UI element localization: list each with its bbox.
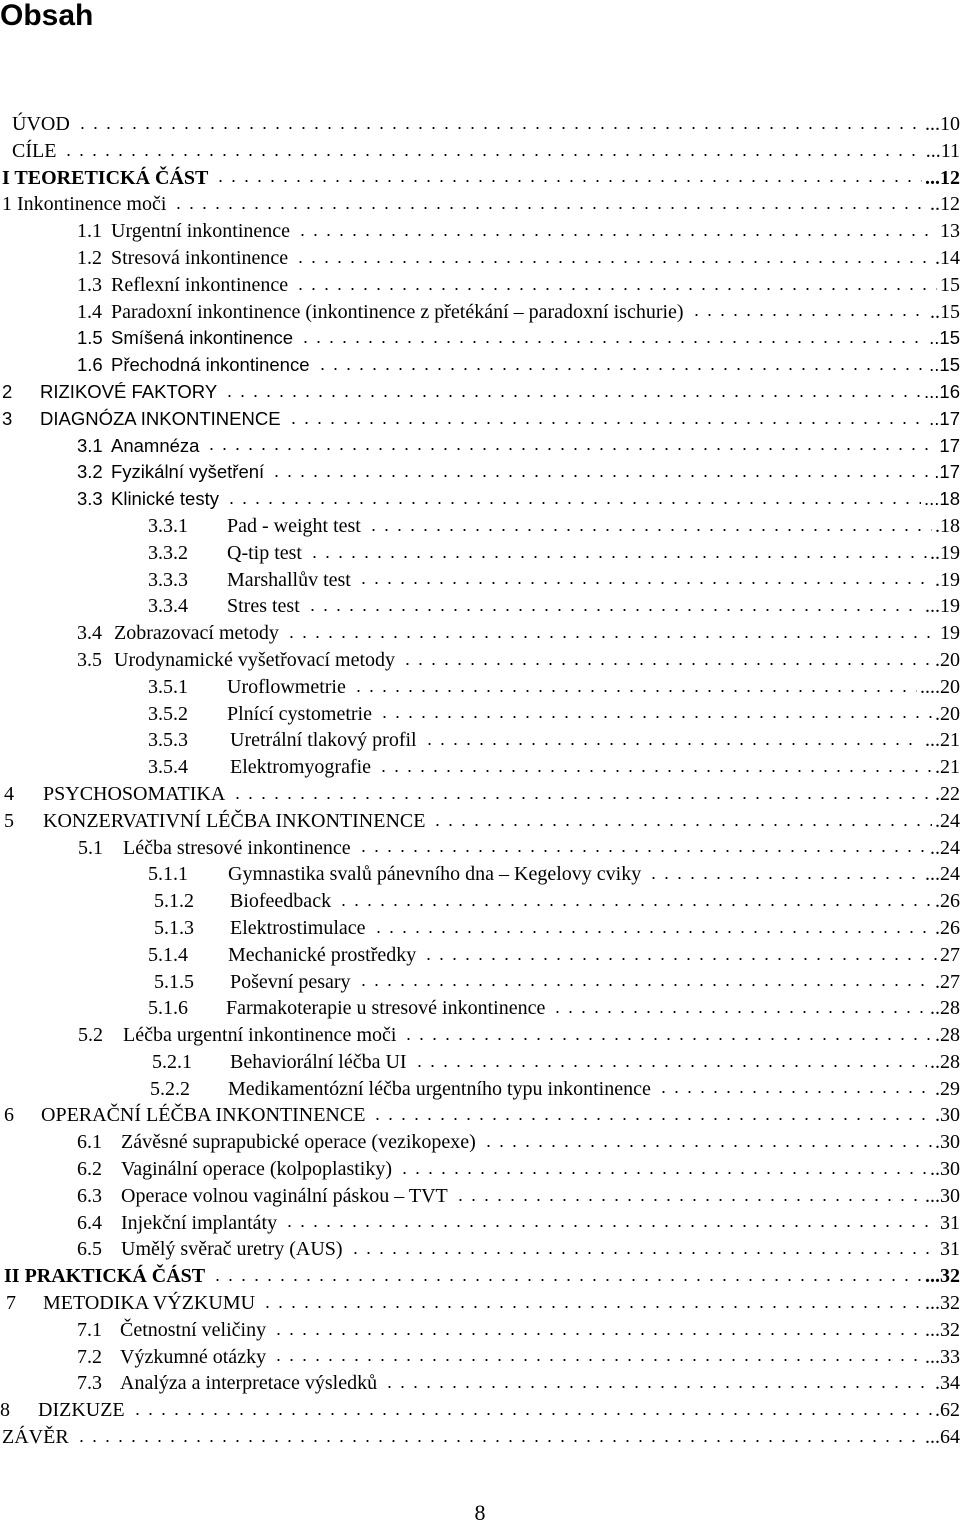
toc-entry-title: Paradoxní inkontinence (inkontinence z přetékání – paradoxní ischurie) bbox=[111, 300, 684, 323]
toc-entry-number: 5.2.1 bbox=[152, 1050, 192, 1073]
dot-leader bbox=[299, 339, 926, 345]
toc-entry-number: 3.3.2 bbox=[148, 541, 188, 564]
toc-entry-leader-dots: .. bbox=[929, 407, 940, 429]
toc-entry-leader-dots: . bbox=[935, 702, 940, 725]
toc-entry-leader-dots: . bbox=[935, 970, 940, 993]
toc-entry-page: 26 bbox=[940, 916, 960, 939]
toc-entry[interactable] bbox=[0, 995, 960, 1022]
toc-entry-page: 27 bbox=[940, 970, 960, 993]
toc-entry-leader-dots: ... bbox=[925, 729, 940, 752]
toc-entry-leader-dots: .. bbox=[930, 193, 940, 216]
dot-leader bbox=[75, 1438, 922, 1444]
dot-leader bbox=[231, 795, 932, 801]
toc-entry-page: 31 bbox=[940, 1211, 960, 1234]
toc-entry-leader-dots: ... bbox=[925, 1184, 940, 1207]
toc-entry-number: 2 bbox=[2, 380, 13, 402]
toc-entry-title: Reflexní inkontinence bbox=[111, 273, 289, 296]
toc-entry-title: Klinické testy bbox=[111, 488, 219, 510]
dot-leader bbox=[357, 580, 932, 586]
dot-leader bbox=[76, 125, 922, 131]
toc-entry-title: Zobrazovací metody bbox=[114, 622, 279, 645]
toc-entry-number: 3.3.4 bbox=[148, 595, 188, 618]
toc-entry-page: 20 bbox=[940, 675, 960, 698]
dot-leader bbox=[377, 768, 932, 774]
dot-leader bbox=[294, 259, 932, 265]
dot-leader bbox=[214, 178, 922, 184]
dot-leader bbox=[378, 714, 932, 720]
toc-entry-leader-dots: .. bbox=[930, 1050, 940, 1073]
toc-entry[interactable] bbox=[0, 111, 960, 138]
toc-entry-leader-dots: . bbox=[935, 1399, 940, 1422]
toc-entry-number: 1.3 bbox=[77, 273, 102, 296]
toc-entry-leader-dots: .. bbox=[930, 541, 940, 564]
toc-entry-title: DIZKUZE bbox=[38, 1399, 125, 1422]
toc-entry-title: Operace volnou vaginální páskou – TVT bbox=[121, 1184, 448, 1207]
toc-entry-title: Plnící cystometrie bbox=[227, 702, 372, 725]
toc-entry[interactable] bbox=[0, 727, 960, 754]
toc-entry-leader-dots: .. bbox=[930, 836, 940, 859]
dot-leader bbox=[225, 500, 921, 506]
toc-entry-leader-dots: ... bbox=[925, 113, 940, 135]
dot-leader bbox=[454, 1197, 922, 1203]
toc-entry-number: 7.2 bbox=[77, 1345, 102, 1368]
toc-entry-page: 20 bbox=[940, 648, 960, 671]
toc-entry[interactable] bbox=[0, 1049, 960, 1076]
dot-leader bbox=[647, 875, 922, 881]
toc-entry-page: 11 bbox=[940, 139, 960, 162]
dot-leader bbox=[211, 1277, 922, 1283]
toc-entry-title: Fyzikální vyšetření bbox=[111, 461, 265, 483]
toc-entry-number: 3.4 bbox=[77, 622, 102, 645]
toc-entry[interactable] bbox=[0, 1102, 960, 1129]
toc-entry-number: 6.2 bbox=[77, 1158, 102, 1181]
toc-entry-leader-dots: ... bbox=[925, 1292, 940, 1315]
toc-entry-leader-dots: . bbox=[935, 1077, 940, 1100]
toc-entry-number: 3.3 bbox=[77, 488, 103, 510]
toc-entry-number: 7 bbox=[6, 1292, 16, 1315]
dot-leader bbox=[367, 527, 932, 533]
toc-entry-title: Biofeedback bbox=[230, 890, 332, 913]
toc-entry[interactable] bbox=[0, 701, 960, 728]
dot-leader bbox=[131, 1411, 932, 1417]
toc-entry-leader-dots: ... bbox=[925, 863, 940, 886]
toc-entry-number: 1.1 bbox=[77, 220, 102, 243]
toc-entry-page: 30 bbox=[940, 1158, 960, 1181]
toc-entry-title: OPERAČNÍ LÉČBA INKONTINENCE bbox=[41, 1104, 366, 1127]
toc-entry-title: Závěsné suprapubické operace (vezikopexe) bbox=[121, 1131, 476, 1154]
toc-entry-number: 3.5.3 bbox=[148, 729, 188, 752]
toc-entry-page: 19 bbox=[940, 595, 960, 618]
toc-entry-leader-dots: ... bbox=[925, 595, 940, 618]
toc-entry[interactable] bbox=[0, 513, 960, 540]
dot-leader bbox=[205, 446, 936, 452]
toc-entry-page: 12 bbox=[940, 166, 960, 189]
toc-entry[interactable] bbox=[0, 1156, 960, 1183]
toc-entry-title: Farmakoterapie u stresové inkontinence bbox=[226, 997, 546, 1020]
toc-entry[interactable] bbox=[0, 1290, 960, 1317]
toc-entry-title: Přechodná inkontinence bbox=[111, 354, 310, 376]
toc-entry-title: Gymnastika svalů pánevního dna – Kegelovy cviky bbox=[228, 863, 642, 886]
dot-leader bbox=[306, 607, 922, 613]
toc-entry-number: 5 bbox=[4, 809, 14, 832]
toc-entry-page: 19 bbox=[940, 568, 960, 591]
dot-leader bbox=[413, 1063, 927, 1069]
toc-entry-title: Q-tip test bbox=[227, 541, 302, 564]
page-number: 8 bbox=[474, 1500, 486, 1525]
toc-entry-page: 28 bbox=[940, 997, 960, 1020]
toc-entry-number: 5.1.3 bbox=[154, 916, 194, 939]
toc-entry-number: II PRAKTICKÁ ČÁST bbox=[4, 1265, 206, 1288]
toc-entry-page: 34 bbox=[940, 1372, 960, 1395]
toc-entry[interactable] bbox=[0, 1317, 960, 1344]
dot-leader bbox=[62, 152, 922, 158]
toc-entry-title: Poševní pesary bbox=[230, 970, 351, 993]
dot-leader bbox=[657, 1089, 932, 1095]
toc-entry[interactable] bbox=[0, 459, 960, 486]
toc-entry-number: 5.2.2 bbox=[150, 1077, 190, 1100]
toc-entry-title: Léčba urgentní inkontinence moči bbox=[123, 1024, 397, 1047]
toc-entry-number: 3.3.3 bbox=[148, 568, 188, 591]
dot-leader bbox=[423, 741, 922, 747]
toc-entry-leader-dots: . bbox=[935, 514, 940, 537]
toc-entry-page: 24 bbox=[940, 863, 960, 886]
dot-leader bbox=[272, 1331, 922, 1337]
toc-entry[interactable] bbox=[0, 620, 960, 647]
toc-entry-page: 19 bbox=[940, 622, 960, 645]
toc-entry-page: 19 bbox=[940, 541, 960, 564]
toc-entry-number: 6.4 bbox=[77, 1211, 102, 1234]
toc-entry-leader-dots: ... bbox=[925, 1426, 940, 1449]
toc-entry-leader-dots: ... bbox=[925, 166, 940, 189]
toc-entry-title: Injekční implantáty bbox=[121, 1211, 278, 1234]
toc-entry-page: 13 bbox=[940, 220, 960, 243]
toc-entry[interactable] bbox=[0, 674, 960, 701]
toc-entry[interactable] bbox=[0, 915, 960, 942]
toc-entry-page: 30 bbox=[940, 1131, 960, 1154]
toc-entry-page: 21 bbox=[940, 756, 960, 779]
toc-entry-page: 29 bbox=[940, 1077, 960, 1100]
dot-leader bbox=[337, 902, 932, 908]
toc-entry-number: 5.1.2 bbox=[154, 890, 194, 913]
toc-entry-title: Urodynamické vyšetřovací metody bbox=[114, 648, 396, 671]
toc-entry-number: 7.3 bbox=[77, 1372, 102, 1395]
dot-leader bbox=[296, 232, 937, 238]
toc-entry-number: 3.5.4 bbox=[148, 756, 188, 779]
toc-entry-number: 5.1.6 bbox=[148, 997, 188, 1020]
toc-entry-title: Pad - weight test bbox=[227, 514, 361, 537]
toc-entry-title: Uroflowmetrie bbox=[227, 675, 346, 698]
toc-entry-title: Četnostní veličiny bbox=[120, 1318, 267, 1341]
toc-entry-number: 3.5.2 bbox=[148, 702, 188, 725]
toc-entry-page: 27 bbox=[940, 943, 960, 966]
toc-entry-leader-dots: ... bbox=[925, 1265, 940, 1288]
toc-entry-number: 6 bbox=[4, 1104, 14, 1127]
dot-leader bbox=[383, 1384, 932, 1390]
toc-entry-page: 32 bbox=[940, 1265, 960, 1288]
dot-leader bbox=[172, 205, 927, 211]
toc-entry-page: 18 bbox=[939, 488, 960, 510]
toc-entry[interactable] bbox=[0, 1424, 960, 1451]
toc-entry-leader-dots: . bbox=[935, 246, 940, 269]
toc-entry-title: Stres test bbox=[227, 595, 300, 618]
toc-entry-number: 1.2 bbox=[77, 246, 102, 269]
toc-entry-number: 6.1 bbox=[77, 1131, 102, 1154]
toc-entry-page: 15 bbox=[940, 300, 960, 323]
toc-entry-leader-dots: ... bbox=[925, 139, 941, 162]
toc-entry-page: 15 bbox=[939, 327, 960, 349]
toc-entry[interactable] bbox=[0, 808, 960, 835]
toc-entry-number: 5.1.5 bbox=[154, 970, 194, 993]
dot-leader bbox=[398, 1170, 927, 1176]
toc-entry-page: 14 bbox=[940, 246, 960, 269]
dot-leader bbox=[349, 1250, 937, 1256]
toc-entry[interactable] bbox=[0, 486, 960, 513]
toc-entry-leader-dots: . bbox=[935, 1131, 940, 1154]
toc-entry-title: Anamnéza bbox=[111, 434, 200, 456]
toc-entry-leader-dots: . bbox=[935, 782, 940, 805]
toc-entry-leader-dots: . bbox=[934, 461, 940, 483]
toc-entry-number: 5.1.1 bbox=[148, 863, 188, 886]
toc-entry-number: 6.3 bbox=[77, 1184, 102, 1207]
dot-leader bbox=[371, 1116, 932, 1122]
toc-entry[interactable] bbox=[0, 1022, 960, 1049]
toc-entry-title: Stresová inkontinence bbox=[111, 246, 289, 269]
toc-entry-number: 1 Inkontinence moči bbox=[2, 193, 167, 216]
toc-entry-leader-dots: . bbox=[935, 890, 940, 913]
toc-entry[interactable] bbox=[0, 433, 960, 460]
toc-entry-leader-dots: .. bbox=[930, 300, 940, 323]
toc-entry-title: Výzkumné otázky bbox=[120, 1345, 267, 1368]
toc-entry-leader-dots: .... bbox=[920, 675, 940, 698]
toc-entry-page: 12 bbox=[940, 193, 960, 216]
toc-entry[interactable] bbox=[0, 1183, 960, 1210]
dot-leader bbox=[352, 688, 917, 694]
toc-entry[interactable] bbox=[0, 1397, 960, 1424]
dot-leader bbox=[357, 982, 932, 988]
toc-entry-number: 4 bbox=[4, 782, 14, 805]
toc-entry-leader-dots: . bbox=[935, 756, 940, 779]
toc-entry[interactable] bbox=[0, 406, 960, 433]
toc-entry[interactable] bbox=[0, 861, 960, 888]
toc-entry-leader-dots: .. bbox=[929, 327, 940, 349]
toc-entry-page: 26 bbox=[940, 890, 960, 913]
toc-entry-leader-dots: ... bbox=[924, 380, 940, 402]
dot-leader bbox=[401, 661, 932, 667]
toc-entry[interactable] bbox=[0, 888, 960, 915]
toc-entry-page: 62 bbox=[940, 1399, 960, 1422]
toc-entry-page: 33 bbox=[940, 1345, 960, 1368]
toc-entry-page: 28 bbox=[940, 1050, 960, 1073]
toc-entry-title: Medikamentózní léčba urgentního typu inkontinence bbox=[228, 1077, 651, 1100]
dot-leader bbox=[372, 929, 932, 935]
toc-entry-title: KONZERVATIVNÍ LÉČBA INKONTINENCE bbox=[43, 809, 426, 832]
toc-entry-leader-dots: . bbox=[935, 809, 940, 832]
toc-entry-leader-dots: .. bbox=[930, 997, 940, 1020]
toc-entry-title: DIAGNÓZA INKONTINENCE bbox=[40, 407, 281, 429]
toc-entry-page: 21 bbox=[940, 729, 960, 752]
toc-entry[interactable] bbox=[0, 1236, 960, 1263]
toc-entry-title: Léčba stresové inkontinence bbox=[123, 836, 351, 859]
toc-entry-title: Umělý svěrač uretry (AUS) bbox=[121, 1238, 343, 1261]
dot-leader bbox=[283, 1223, 937, 1229]
table-of-contents bbox=[0, 111, 960, 1451]
toc-entry-page: 24 bbox=[940, 809, 960, 832]
dot-leader bbox=[223, 393, 921, 399]
toc-entry-number: I TEORETICKÁ ČÁST bbox=[2, 166, 209, 189]
dot-leader bbox=[402, 1036, 932, 1042]
dot-leader bbox=[308, 554, 927, 560]
dot-leader bbox=[316, 366, 927, 372]
toc-entry-page: 17 bbox=[939, 434, 960, 456]
toc-entry-page: 32 bbox=[940, 1318, 960, 1341]
dot-leader bbox=[431, 822, 932, 828]
page-title: Obsah bbox=[0, 0, 94, 32]
toc-entry-page: 31 bbox=[940, 1238, 960, 1261]
toc-entry-page: 24 bbox=[940, 836, 960, 859]
toc-entry-title: Uretrální tlakový profil bbox=[230, 729, 417, 752]
toc-entry-title: Elektrostimulace bbox=[230, 916, 366, 939]
toc-entry-title: Marshallův test bbox=[227, 568, 351, 591]
dot-leader bbox=[272, 1357, 922, 1363]
toc-entry[interactable] bbox=[0, 379, 960, 406]
toc-entry-page: 17 bbox=[939, 461, 960, 483]
toc-entry-title: METODIKA VÝZKUMU bbox=[43, 1292, 256, 1315]
toc-entry-number: 7.1 bbox=[77, 1318, 102, 1341]
dot-leader bbox=[294, 286, 937, 292]
toc-entry-leader-dots: . bbox=[935, 1024, 940, 1047]
dot-leader bbox=[482, 1143, 932, 1149]
toc-entry-number: 5.1 bbox=[78, 836, 103, 859]
toc-entry-number: ÚVOD bbox=[12, 113, 70, 135]
toc-entry-page: 28 bbox=[940, 1024, 960, 1047]
toc-entry-page: 64 bbox=[940, 1426, 960, 1449]
toc-entry[interactable] bbox=[0, 781, 960, 808]
toc-entry-title: Smíšená inkontinence bbox=[111, 327, 294, 349]
toc-entry[interactable] bbox=[0, 1076, 960, 1103]
toc-entry-page: 16 bbox=[939, 380, 960, 402]
toc-entry[interactable] bbox=[0, 942, 960, 969]
toc-entry-page: 30 bbox=[940, 1184, 960, 1207]
toc-entry-page: 15 bbox=[939, 354, 960, 376]
toc-entry-number: 5.1.4 bbox=[148, 943, 188, 966]
toc-entry-number: ZÁVĚR bbox=[2, 1426, 69, 1449]
toc-entry[interactable] bbox=[0, 835, 960, 862]
toc-entry-title: RIZIKOVÉ FAKTORY bbox=[40, 380, 218, 402]
dot-leader bbox=[551, 1009, 927, 1015]
toc-entry[interactable] bbox=[0, 272, 960, 299]
toc-entry[interactable] bbox=[0, 191, 960, 218]
toc-entry[interactable] bbox=[0, 1370, 960, 1397]
toc-entry-number: 6.5 bbox=[77, 1238, 102, 1261]
toc-entry-page: 20 bbox=[940, 702, 960, 725]
toc-entry[interactable] bbox=[0, 1129, 960, 1156]
toc-entry-number: 3.5 bbox=[77, 648, 102, 671]
toc-entry[interactable] bbox=[0, 218, 960, 245]
toc-entry[interactable] bbox=[0, 969, 960, 996]
toc-entry-page: 18 bbox=[940, 514, 960, 537]
toc-entry[interactable] bbox=[0, 299, 960, 326]
dot-leader bbox=[422, 956, 937, 962]
toc-entry-leader-dots: . bbox=[935, 648, 940, 671]
toc-entry-number: 1.4 bbox=[77, 300, 102, 323]
toc-entry-leader-dots: .. bbox=[929, 354, 940, 376]
toc-entry-page: 10 bbox=[940, 113, 960, 135]
toc-entry[interactable] bbox=[0, 754, 960, 781]
toc-entry-page: 32 bbox=[940, 1292, 960, 1315]
toc-entry-leader-dots: . bbox=[935, 1104, 940, 1127]
toc-entry[interactable] bbox=[0, 567, 960, 594]
toc-entry-page: 30 bbox=[940, 1104, 960, 1127]
toc-entry[interactable] bbox=[0, 352, 960, 379]
toc-entry[interactable] bbox=[0, 1344, 960, 1371]
toc-entry-leader-dots: . bbox=[935, 1372, 940, 1395]
toc-entry-page: 15 bbox=[940, 273, 960, 296]
toc-entry-number: 1.5 bbox=[77, 327, 103, 349]
toc-entry[interactable] bbox=[0, 138, 960, 165]
toc-entry-number: 3 bbox=[2, 407, 13, 429]
toc-entry-leader-dots: . bbox=[935, 568, 940, 591]
dot-leader bbox=[357, 848, 927, 854]
toc-entry-number: 1.6 bbox=[77, 354, 103, 376]
toc-entry-title: Analýza a interpretace výsledků bbox=[120, 1372, 378, 1395]
toc-entry-number: 3.3.1 bbox=[148, 514, 188, 537]
toc-entry-leader-dots: .. bbox=[930, 1158, 940, 1181]
toc-entry-title: Elektromyografie bbox=[230, 756, 372, 779]
toc-entry[interactable] bbox=[0, 647, 960, 674]
dot-leader bbox=[261, 1304, 922, 1310]
toc-entry-title: Urgentní inkontinence bbox=[111, 220, 291, 243]
toc-entry[interactable] bbox=[0, 1263, 960, 1290]
toc-entry-leader-dots: ... bbox=[925, 1345, 940, 1368]
toc-entry-number: 8 bbox=[0, 1399, 10, 1422]
toc-entry[interactable] bbox=[0, 245, 960, 272]
toc-entry[interactable] bbox=[0, 593, 960, 620]
toc-entry-title: PSYCHOSOMATIKA bbox=[43, 782, 226, 805]
toc-entry[interactable] bbox=[0, 540, 960, 567]
toc-entry-title: Vaginální operace (kolpoplastiky) bbox=[121, 1158, 393, 1181]
toc-entry-number: CÍLE bbox=[12, 139, 57, 162]
toc-entry[interactable] bbox=[0, 165, 960, 192]
toc-entry[interactable] bbox=[0, 325, 960, 352]
toc-entry-number: 3.2 bbox=[77, 461, 103, 483]
toc-entry-number: 3.1 bbox=[77, 434, 103, 456]
toc-entry-number: 3.5.1 bbox=[148, 675, 188, 698]
dot-leader bbox=[690, 312, 927, 318]
dot-leader bbox=[287, 420, 927, 426]
toc-entry-page: 22 bbox=[940, 782, 960, 805]
toc-entry-leader-dots: ... bbox=[925, 1318, 940, 1341]
toc-entry-leader-dots: ... bbox=[924, 488, 940, 510]
toc-entry-title: Mechanické prostředky bbox=[228, 943, 417, 966]
dot-leader bbox=[285, 634, 937, 640]
toc-entry-title: Behaviorální léčba UI bbox=[230, 1050, 407, 1073]
toc-entry-number: 5.2 bbox=[78, 1024, 103, 1047]
toc-entry-page: 17 bbox=[939, 407, 960, 429]
toc-entry-leader-dots: . bbox=[935, 916, 940, 939]
dot-leader bbox=[270, 473, 931, 479]
toc-entry[interactable] bbox=[0, 1210, 960, 1237]
